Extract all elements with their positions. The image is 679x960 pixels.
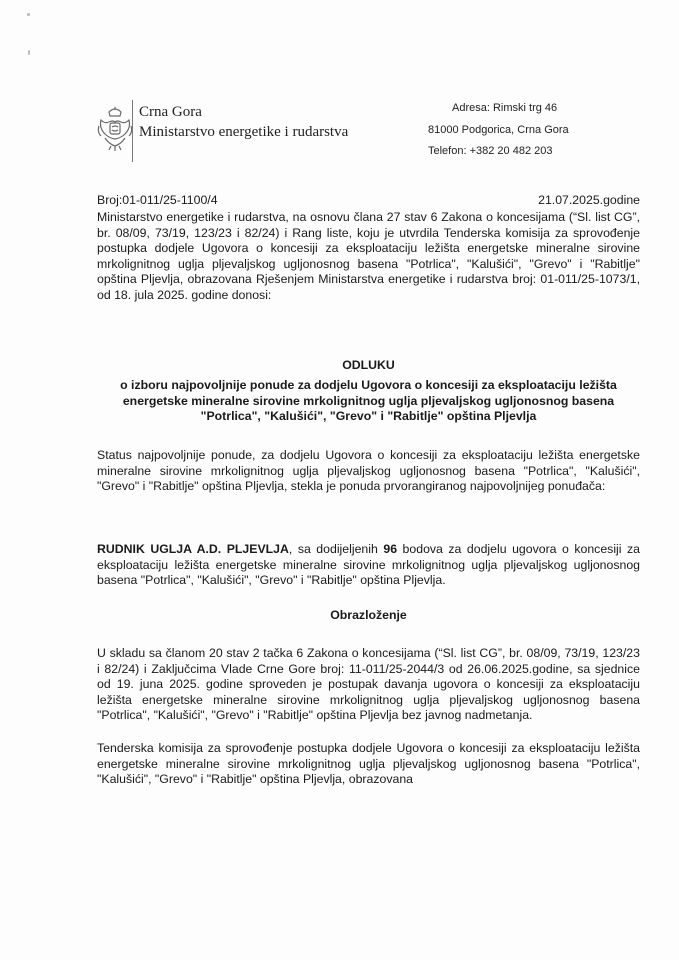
preamble-paragraph: Ministarstvo energetike i rudarstva, na osnovu člana 27 stav 6 Zakona o koncesijama (“Sl. list CG”, br. 08/09, 73/19, 123/23 i 82/24) i Rang liste, koju je utvrdila Tenderska komisija za sprovođenje postupka dodjele Ugovora o koncesiji za eksploataciju ležišta energetske mineralne sirovine mrkolignitnog uglja pljevaljskog ugljonosnog basena "Potrlica", "Kalušići", "Grevo" i "Rabitlje" opština Pljevlja, obrazovana Rješenjem Ministarstva energetike i rudarstva broj: 01-011/25-1073/1, od 18. jula 2025. godine donosi: (97, 210, 640, 302)
city-line: 81000 Podgorica, Crna Gora (428, 123, 569, 136)
winner-name: RUDNIK UGLJA A.D. PLJEVLJA (97, 542, 289, 556)
organization-name (139, 102, 348, 142)
reasoning-paragraph-2: Tenderska komisija za sprovođenje postupka dodjele Ugovora o koncesiji za eksploataciju ležišta energetske mineralne sirovine mrkolignitnog uglja pljevaljskog ugljonosnog basena "Potrlica", "Kalušići", "Grevo" i "Rabitlje" opština Pljevlja, obrazovana (97, 741, 640, 786)
phone-line: Telefon: +382 20 482 203 (428, 145, 553, 157)
letterhead-divider (132, 100, 133, 162)
letterhead (97, 98, 637, 163)
country-name: Crna Gora (139, 104, 202, 120)
status-paragraph: Status najpovoljnije ponude, za dodjelu Ugovora o koncesiji za eksploataciju ležišta energetske mineralne sirovine mrkolignitnog uglja pljevaljskog ugljonosnog basena "Potrlica", "Kalušići", "Grevo" i "Rabitlje" opština Pljevlja, stekla je ponuda prvorangiranog najpovoljnijeg ponuđača: (97, 448, 640, 493)
winner-points: 96 (383, 542, 398, 556)
document-date: 21.07.2025.godine (538, 193, 640, 207)
reference-line (97, 193, 640, 207)
reference-number: Broj:01-011/25-1100/4 (97, 193, 218, 207)
winner-paragraph (97, 542, 640, 589)
winner-text-rest: bodova za dodjelu ugovora o koncesiji za eksploataciju ležišta energetske mineralne sirovine mrkolignitnog uglja pljevaljskog ugljonosnog basena "Potrlica", "Kalušići", "Grevo" i "Rabitlje" opština Pljevlja. (97, 542, 641, 587)
scan-speck (27, 13, 30, 16)
reasoning-title: Obrazloženje (330, 608, 407, 622)
scan-speck (28, 50, 30, 55)
address-line: Adresa: Rimski trg 46 (452, 102, 558, 114)
decision-subtitle: o izboru najpovoljnije ponude za dodjelu Ugovora o koncesiji za eksploataciju ležišta energetske mineralne sirovine mrkolignitnog uglja pljevaljskog ugljonosnog basena "Potrlica", "Kalušići", "Grevo" i "Rabitlje" opština Pljevlja (120, 378, 617, 423)
contact-block (428, 98, 628, 163)
decision-title: ODLUKU (342, 358, 395, 372)
winner-text: , sa dodijeljenih (288, 542, 384, 556)
reasoning-paragraph-1: U skladu sa članom 20 stav 2 tačka 6 Zakona o koncesijama (“Sl. list CG”, br. 08/09, 73/19, 123/23 i 82/24) i Zaključcima Vlade Crne Gore broj: 11-011/25-2044/3 od 26.06.2025.godine, sa sjednice od 19. juna 2025. godine sproveden je postupak davanja ugovora o koncesiji za eksploataciju ležišta energetske mineralne sirovine mrkolignitnog uglja pljevaljskog ugljonosnog basena "Potrlica", "Kalušići", "Grevo" i "Rabitlje" opština Pljevlja bez javnog nadmetanja. (97, 646, 640, 722)
ministry-name: Ministarstvo energetike i rudarstva (139, 124, 349, 140)
